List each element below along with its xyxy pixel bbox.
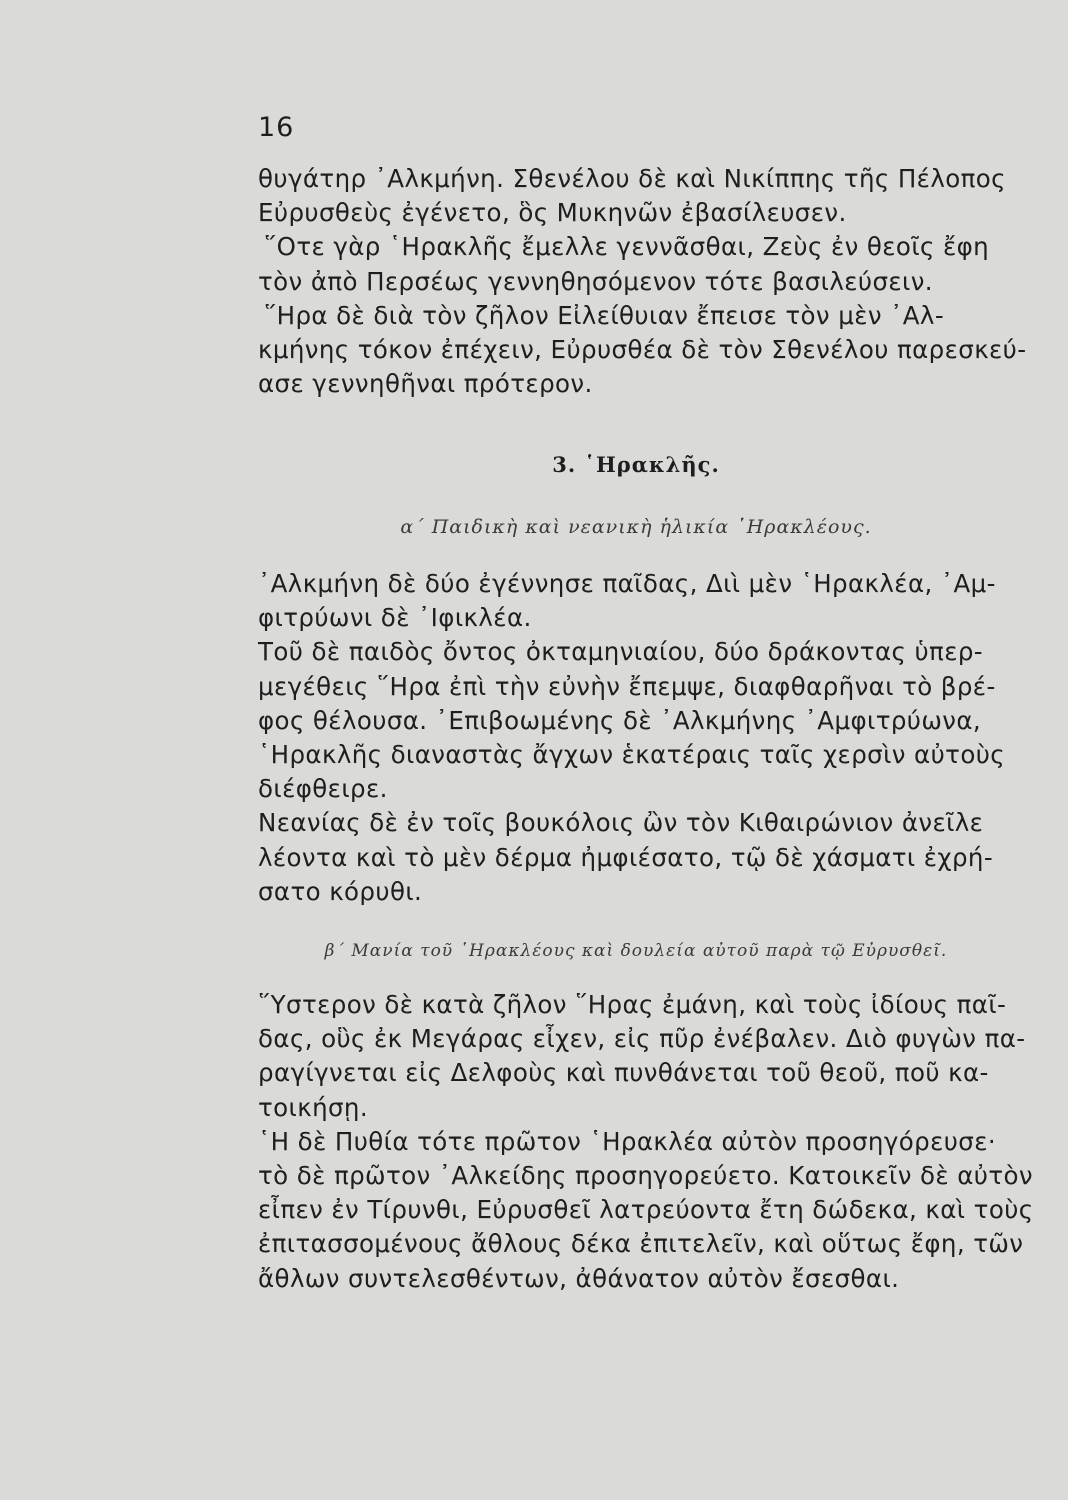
text-line: μεγέθεις ῞Ηρα ἐπὶ τὴν εὐνὴν ἔπεμψε, διαφθαρῆναι τὸ βρέ- (258, 671, 996, 701)
text-line: φιτρύωνι δὲ ᾿Ιφικλέα. (258, 603, 532, 633)
text-block-3 (258, 988, 1034, 1296)
text-block-2 (258, 567, 1014, 909)
subheading-a: α΄ Παιδικὴ καὶ νεανικὴ ἡλικία ῾Ηρακλέους. (400, 516, 872, 538)
text-line: Τοῦ δὲ παιδὸς ὄντος ὀκταμηνιαίου, δύο δράκοντας ὑπερ- (258, 637, 984, 667)
text-line: τὸν ἀπὸ Περσέως γεννηθησόμενον τότε βασιλεύσειν. (258, 266, 933, 296)
text-line: λέοντα καὶ τὸ μὲν δέρμα ἠμφιέσατο, τῷ δὲ χάσματι ἐχρή- (258, 842, 994, 872)
text-line: τοικήσῃ. (258, 1092, 369, 1122)
text-line: Νεανίας δὲ ἐν τοῖς βουκόλοις ὢν τὸν Κιθαιρώνιον ἀνεῖλε (258, 808, 984, 838)
text-line: κμήνης τόκον ἐπέχειν, Εὐρυσθέα δὲ τὸν Σθενέλου παρεσκεύ- (258, 335, 1027, 365)
subheading-b: β΄ Μανία τοῦ ῾Ηρακλέους καὶ δουλεία αὐτοῦ παρὰ τῷ Εὐρυσθεῖ. (324, 941, 948, 961)
text-line: ραγίγνεται εἰς Δελφοὺς καὶ πυνθάνεται τοῦ θεοῦ, ποῦ κα- (258, 1058, 989, 1088)
text-line: φος θέλουσα. ᾿Επιβοωμένης δὲ ᾿Αλκμήνης ᾿Αμφιτρύωνα, (258, 705, 982, 735)
text-line: ῾Ηρακλῆς διαναστὰς ἄγχων ἑκατέραις ταῖς χερσὶν αὐτοὺς (258, 740, 1006, 770)
section-heading: 3. ῾Ηρακλῆς. (552, 452, 720, 477)
text-line: δας, οὓς ἐκ Μεγάρας εἶχεν, εἰς πῦρ ἐνέβαλεν. Διὸ φυγὼν πα- (258, 1024, 1026, 1054)
text-line: εἶπεν ἐν Τίρυνθι, Εὐρυσθεῖ λατρεύοντα ἔτη δώδεκα, καὶ τοὺς (258, 1195, 1034, 1225)
text-line: ἐπιτασσομένους ἄθλους δέκα ἐπιτελεῖν, καὶ οὕτως ἔφη, τῶν (258, 1229, 1024, 1259)
text-line: ασε γεννηθῆναι πρότερον. (258, 369, 593, 399)
text-line: σατο κόρυθι. (258, 876, 423, 906)
text-line: ῞Ηρα δὲ διὰ τὸν ζῆλον Εἰλείθυιαν ἔπεισε τὸν μὲν ᾿Αλ- (264, 300, 945, 330)
text-line: Εὐρυσθεὺς ἐγένετο, ὃς Μυκηνῶν ἐβασίλευσεν. (258, 198, 847, 228)
text-line: τὸ δὲ πρῶτον ᾿Αλκείδης προσηγορεύετο. Κατοικεῖν δὲ αὐτὸν (258, 1161, 1033, 1191)
text-block-1 (258, 162, 1027, 401)
text-line: ῾Η δὲ Πυθία τότε πρῶτον ῾Ηρακλέα αὐτὸν προσηγόρευσε· (258, 1126, 997, 1156)
text-line: ῞Οτε γὰρ ῾Ηρακλῆς ἔμελλε γεννᾶσθαι, Ζεὺς ἐν θεοῖς ἔφη (264, 232, 990, 262)
text-line: διέφθειρε. (258, 774, 388, 804)
text-line: ἄθλων συντελεσθέντων, ἀθάνατον αὐτὸν ἔσεσθαι. (258, 1263, 900, 1293)
text-line: θυγάτηρ ᾿Αλκμήνη. Σθενέλου δὲ καὶ Νικίππης τῆς Πέλοπος (258, 164, 1006, 193)
page-number: 16 (258, 112, 295, 143)
text-line: ῞Υστερον δὲ κατὰ ζῆλον ῞Ηρας ἐμάνη, καὶ τοὺς ἰδίους παῖ- (258, 990, 1007, 1019)
text-line: ᾿Αλκμήνη δὲ δύο ἐγέννησε παῖδας, Διὶ μὲν ῾Ηρακλέα, ᾿Αμ- (258, 569, 996, 598)
